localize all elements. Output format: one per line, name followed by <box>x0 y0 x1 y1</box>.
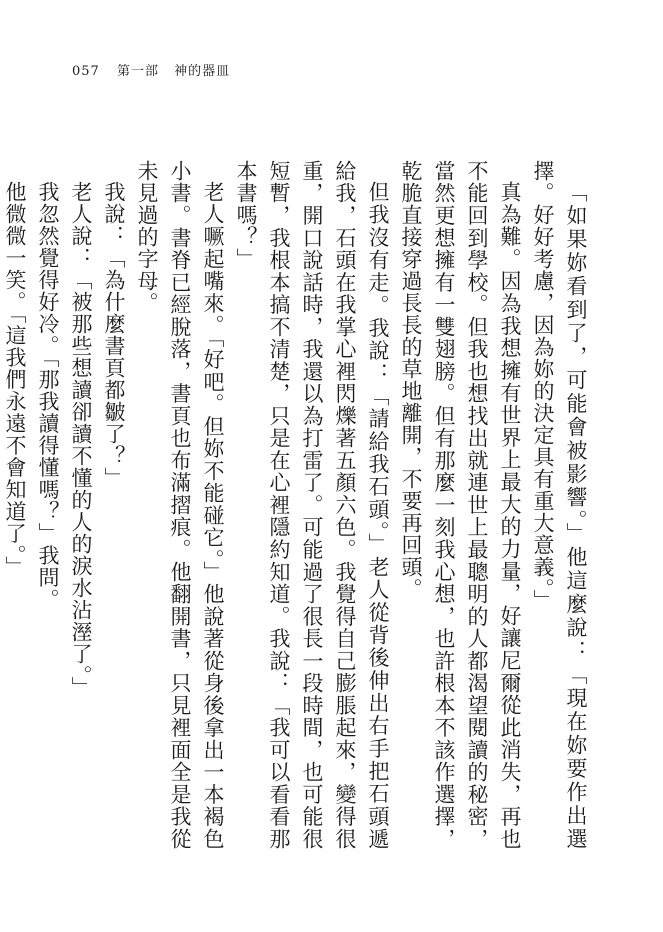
paragraph: 我說：「為什麼書頁都皺了？」 <box>102 181 126 489</box>
running-header <box>72 60 230 79</box>
paragraph: 我忽然覺得好冷。「那我讀得懂嗎？」我問。 <box>36 181 60 611</box>
paragraph: 他微微一笑。「這我們永遠不會知道了。」 <box>3 181 27 578</box>
paragraph: 「如果妳看到了，可能會被影響。」他這麼說：「現在妳要作出選擇。好好考慮，因為妳的決定具有重大意義。」 <box>531 160 588 850</box>
paragraph: 老人說：「被那些想讀卻讀不懂的人的淚水沾溼了。」 <box>69 181 93 699</box>
chapter-title: 神的器皿 <box>174 64 231 79</box>
paragraph: 真為難。因為我想擁有世界上最大的力量，好讓尼爾從此消失，再也不能回到學校。但我也想找出就連世上最聰明的人都渴望閱讀的秘密，當然更想擁有一雙翅膀。但有那麼一刻我心想，也許根本不該作選擇，乾脆直接穿過長長的草地離開，不要再回頭。 <box>399 160 522 850</box>
part-label: 第一部 <box>116 64 159 79</box>
page-number: 057 <box>72 64 100 79</box>
vertical-body-text <box>3 160 592 850</box>
paragraph: 老人噘起嘴來。「好吧。但妳不能碰它。」他說著從身後拿出一本褐色小書。書脊已經脫落，書頁也布滿摺痕。他翻開書，只見裡面全是我從未見過的字母。 <box>135 160 225 850</box>
paragraph: 但我沒有走。我說：「請給我石頭。」老人從背後伸出右手把石頭遞給我，石頭在我掌心裡閃爍著五顏六色。我覺得自己膨脹起來，變得很重，開口說話時，我還以為打雷了。可能過了很長一段時間，也可能很短暫，我根本搞不清楚，只是在心裡隱約知道。我說：「我可以看看那本書嗎？」 <box>234 160 390 850</box>
